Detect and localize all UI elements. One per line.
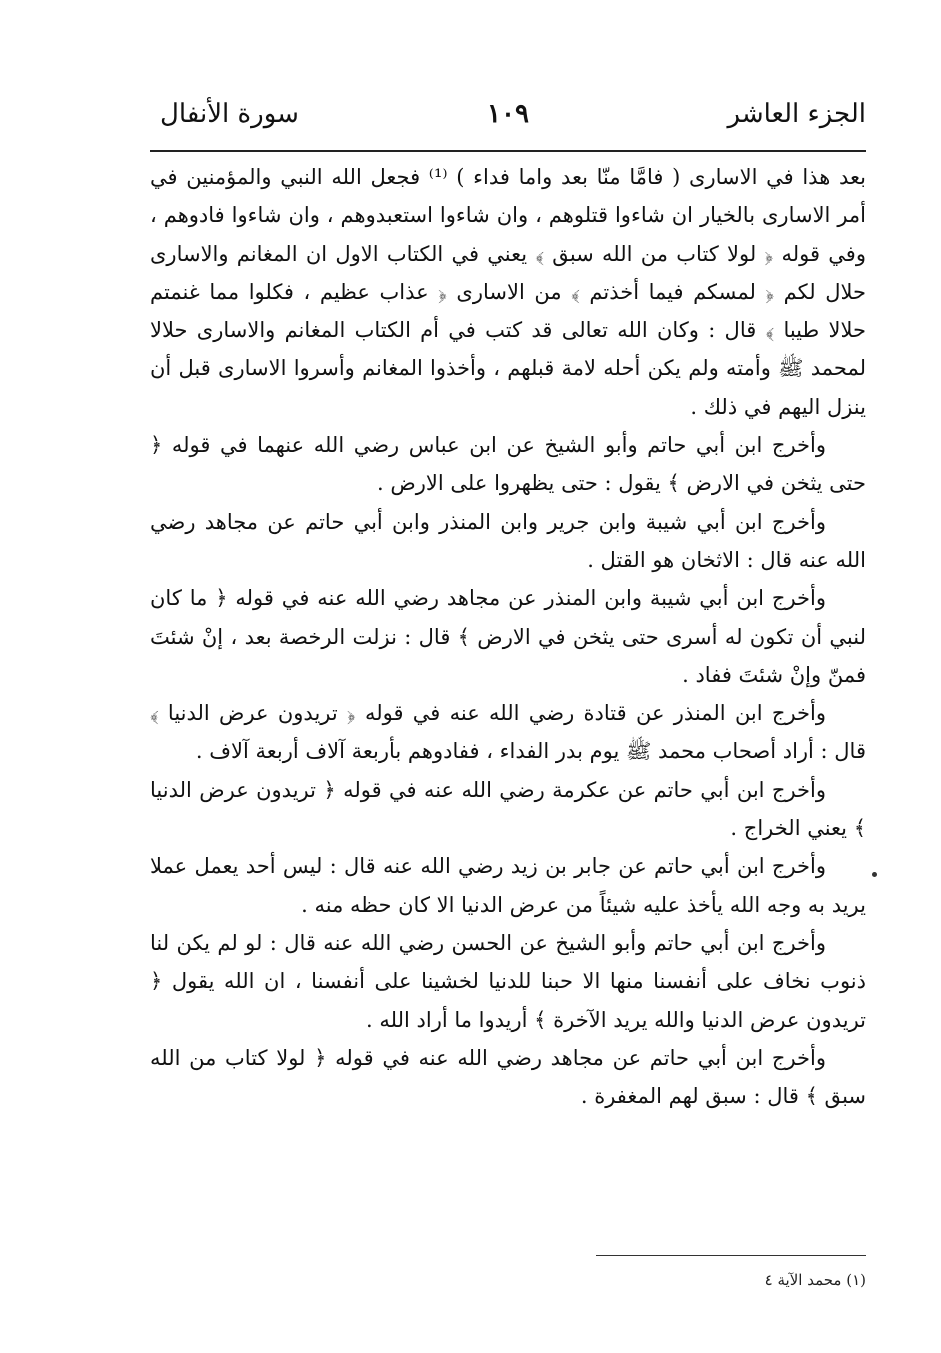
margin-mark — [872, 872, 877, 877]
paragraph-8: وأخرج ابن أبي حاتم وأبو الشيخ عن الحسن رضي الله عنه قال : لو لم يكن لنا ذنوب نخاف على أنفسنا منها الا حبنا للدنيا لخشينا على أنفسنا ، ان الله يقول ﴿ تريدون عرض الدنيا والله يريد الآخرة ﴾ أريدوا ما أراد الله . — [150, 930, 866, 1032]
paragraph-6: وأخرج ابن أبي حاتم عن عكرمة رضي الله عنه في قوله ﴿ تريدون عرض الدنيا ﴾ يعني الخراج . — [150, 777, 866, 841]
body-text — [150, 158, 866, 1115]
paragraph-4: وأخرج ابن أبي شيبة وابن المنذر عن مجاهد رضي الله عنه في قوله ﴿ ما كان لنبي أن تكون له أسرى حتى يثخن في الارض ﴾ قال : نزلت الرخصة بعد ، إنْ شئتَ فمنّ وإنْ شئتَ ففاد . — [150, 586, 866, 687]
paragraph-3: وأخرج ابن أبي شيبة وابن جرير وابن المنذر وابن أبي حاتم عن مجاهد رضي الله عنه قال : الاثخان هو القتل . — [150, 509, 866, 572]
page-number: ١٠٩ — [487, 99, 529, 129]
paragraph-5: وأخرج ابن المنذر عن قتادة رضي الله عنه في قوله ﴿ تريدون عرض الدنيا ﴾ قال : أراد أصحاب محمد ﷺ يوم بدر الفداء ، ففادوهم بأربعة آلاف أربعة آلاف . — [150, 701, 866, 764]
part-title: الجزء العاشر — [727, 99, 866, 129]
paragraph-9: وأخرج ابن أبي حاتم عن مجاهد رضي الله عنه في قوله ﴿ لولا كتاب من الله سبق ﴾ قال : سبق لهم المغفرة . — [150, 1045, 866, 1109]
paragraph-7: وأخرج ابن أبي حاتم عن جابر بن زيد رضي الله عنه قال : ليس أحد يعمل عملا يريد به وجه الله يأخذ عليه شيئاً من عرض الدنيا الا كان حظه منه . — [150, 854, 866, 917]
running-head — [150, 92, 866, 136]
footnote-rule — [596, 1255, 866, 1256]
surah-title: سورة الأنفال — [160, 99, 299, 129]
footnote: (١) محمد الآية ٤ — [764, 1271, 866, 1289]
header-rule — [150, 150, 866, 152]
paragraph-1: بعد هذا في الاسارى ( فامَّا منّا بعد واما فداء ) ⁽¹⁾ فجعل الله النبي والمؤمنين في أمر الاسارى بالخيار ان شاءوا قتلوهم ، وان شاءوا استعبدوهم ، وان شاءوا فادوهم ، وفي قوله ﴿ لولا كتاب من الله سبق ﴾ يعني في الكتاب الاول ان المغانم والاسارى حلال لكم ﴿ لمسكم فيما أخذتم ﴾ من الاسارى ﴿ عذاب عظيم ، فكلوا مما غنمتم حلالا طيبا ﴾ قال : وكان الله تعالى قد كتب في أم الكتاب المغانم والاسارى حلالا لمحمد ﷺ وأمته ولم يكن أحله لامة قبلهم ، وأخذوا المغانم وأسروا الاسارى قبل أن ينزل اليهم في ذلك . — [150, 165, 866, 419]
paragraph-2: وأخرج ابن أبي حاتم وأبو الشيخ عن ابن عباس رضي الله عنهما في قوله ﴿ حتى يثخن في الارض ﴾ يقول : حتى يظهروا على الارض . — [150, 433, 866, 496]
